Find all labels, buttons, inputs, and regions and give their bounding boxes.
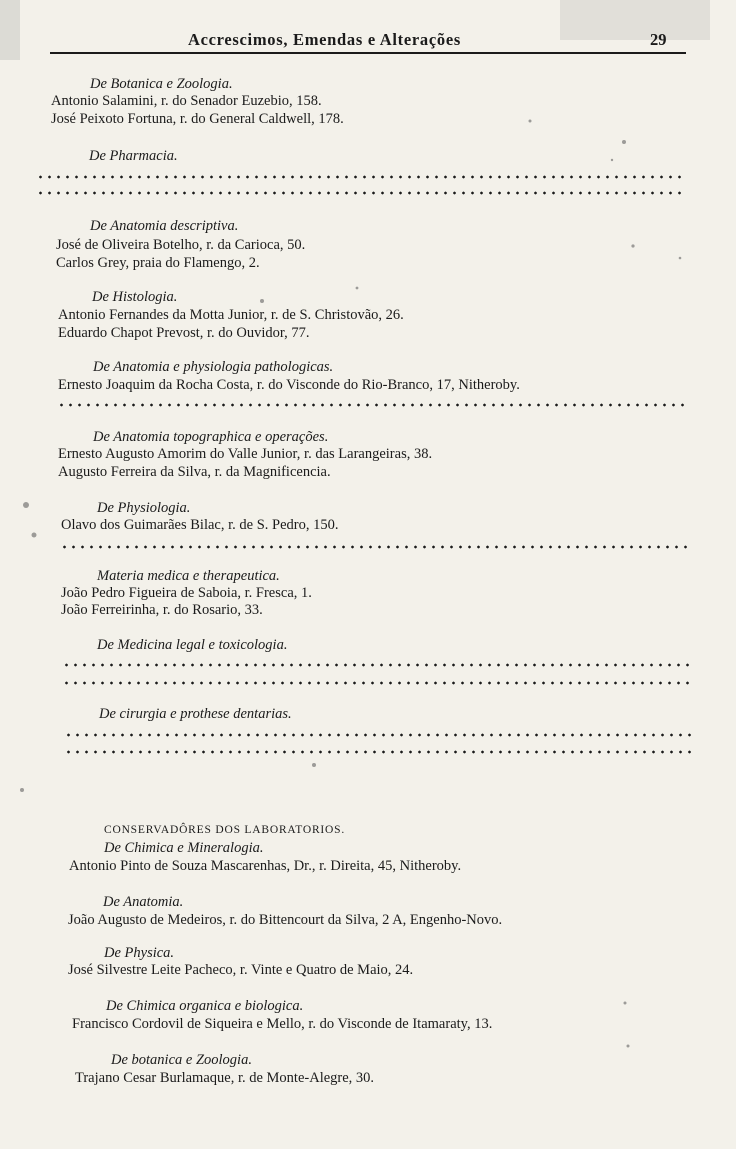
- section-heading: De Chimica e Mineralogia.: [104, 840, 264, 856]
- section-heading: De cirurgia e prothese dentarias.: [99, 706, 292, 722]
- entry: Carlos Grey, praia do Flamengo, 2.: [56, 255, 260, 271]
- page-header: [0, 0, 736, 60]
- entry: José de Oliveira Botelho, r. da Carioca, 50.: [56, 237, 306, 253]
- entry: João Augusto de Medeiros, r. do Bittencourt da Silva, 2 A, Engenho-Novo.: [68, 912, 503, 928]
- entry: Francisco Cordovil de Siqueira e Mello, r. do Visconde de Itamaraty, 13.: [72, 1016, 493, 1032]
- dotted-leader: [57, 402, 687, 408]
- page-number: 29: [650, 30, 667, 49]
- entry: Eduardo Chapot Prevost, r. do Ouvidor, 77.: [58, 325, 310, 341]
- entry: Antonio Pinto de Souza Mascarenhas, Dr., r. Direita, 45, Nitheroby.: [69, 858, 462, 874]
- entry: Trajano Cesar Burlamaque, r. de Monte-Alegre, 30.: [75, 1070, 375, 1086]
- section-heading: De Histologia.: [92, 289, 178, 305]
- section-heading: De Anatomia e physiologia pathologicas.: [93, 359, 334, 375]
- section-heading: De Botanica e Zoologia.: [90, 76, 233, 92]
- entry: Ernesto Joaquim da Rocha Costa, r. do Visconde do Rio-Branco, 17, Nitheroby.: [58, 377, 520, 393]
- entry: Antonio Salamini, r. do Senador Euzebio, 158.: [51, 93, 322, 109]
- section-heading: De Pharmacia.: [89, 148, 178, 164]
- section-heading: De Medicina legal e toxicologia.: [97, 637, 288, 653]
- section-heading: De Chimica organica e biologica.: [106, 998, 304, 1014]
- dotted-leader: [62, 680, 692, 686]
- entry: Olavo dos Guimarães Bilac, r. de S. Pedro, 150.: [61, 517, 339, 533]
- entry: Ernesto Augusto Amorim do Valle Junior, r. das Larangeiras, 38.: [58, 446, 433, 462]
- entry: José Silvestre Leite Pacheco, r. Vinte e Quatro de Maio, 24.: [68, 962, 414, 978]
- dotted-leader: [62, 662, 692, 668]
- entry: Antonio Fernandes da Motta Junior, r. de S. Christovão, 26.: [58, 307, 404, 323]
- header-rule: [50, 52, 686, 54]
- dotted-leader: [64, 749, 694, 755]
- section-heading: De Anatomia descriptiva.: [90, 218, 239, 234]
- dotted-leader: [36, 190, 686, 196]
- dotted-leader: [60, 544, 690, 550]
- entry: João Ferreirinha, r. do Rosario, 33.: [61, 602, 263, 618]
- section-heading: De Anatomia.: [103, 894, 184, 910]
- entry: João Pedro Figueira de Saboia, r. Fresca, 1.: [61, 585, 312, 601]
- entry: Augusto Ferreira da Silva, r. da Magnificencia.: [58, 464, 331, 480]
- dotted-leader: [64, 732, 694, 738]
- laboratorios-title: CONSERVADÔRES DOS LABORATORIOS.: [104, 824, 346, 836]
- section-heading: De Physiologia.: [97, 500, 191, 516]
- section-heading: De Anatomia topographica e operações.: [93, 429, 329, 445]
- page-title: Accrescimos, Emendas e Alterações: [188, 30, 461, 49]
- section-heading: Materia medica e therapeutica.: [97, 568, 280, 584]
- dotted-leader: [36, 174, 686, 180]
- entry: José Peixoto Fortuna, r. do General Caldwell, 178.: [51, 111, 344, 127]
- section-heading: De Physica.: [104, 945, 175, 961]
- section-heading: De botanica e Zoologia.: [111, 1052, 252, 1068]
